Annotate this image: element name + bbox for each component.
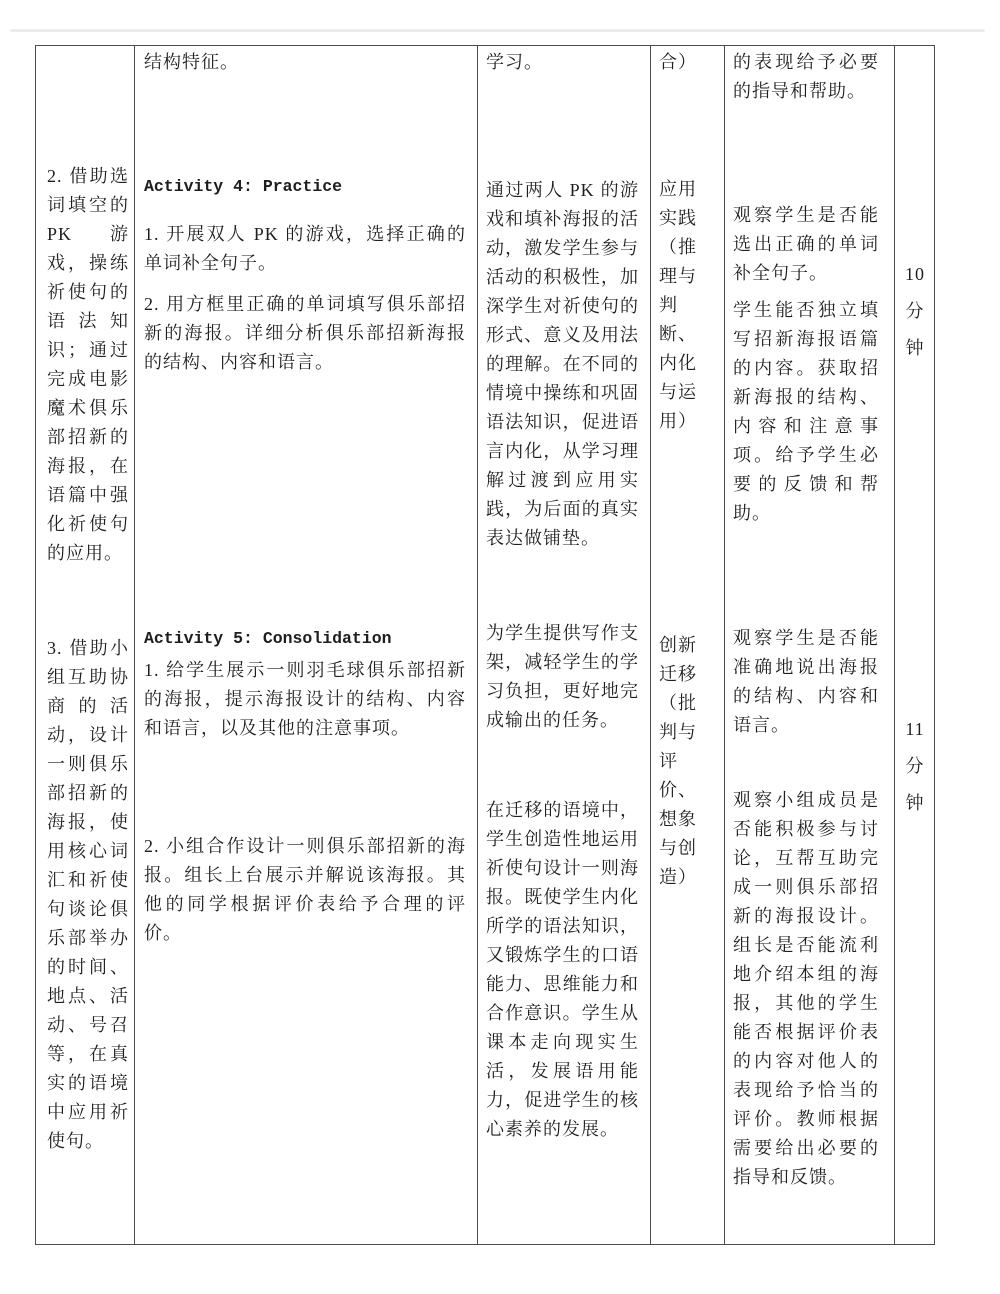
activity-carryover-text: 结构特征。 bbox=[144, 52, 239, 72]
activity5-assessment-1: 观察学生是否能准确地说出海报的结构、内容和语言。 bbox=[733, 628, 879, 735]
objective-activity4: 2. 借助选词填空的PK 游戏，操练祈使句的语法知识；通过完成电影魔术俱乐部招新的海报，在语篇中强化祈使句的应用。 bbox=[47, 166, 129, 563]
activity4-title: Activity 4: Practice bbox=[144, 177, 343, 196]
column-activities bbox=[134, 46, 478, 1244]
activity5-intent-1: 为学生提供写作支架，减轻学生的学习负担，更好地完成输出的任务。 bbox=[486, 623, 639, 730]
assessment-carryover-text: 的表现给予必要的指导和帮助。 bbox=[733, 52, 879, 101]
activity4-step-1: 1. 开展双人 PK 的游戏，选择正确的单词补全句子。 bbox=[144, 224, 466, 273]
column-assessment bbox=[724, 46, 895, 1244]
activity4-step-2: 2. 用方框里正确的单词填写俱乐部招新的海报。详细分析俱乐部招新海报的结构、内容和语言。 bbox=[144, 294, 466, 372]
activity4-competency: 应用实践（推理与判断、内化与运用） bbox=[659, 179, 697, 431]
lesson-plan-table bbox=[35, 45, 935, 1245]
activity5-title: Activity 5: Consolidation bbox=[144, 629, 392, 648]
activity4-intent: 通过两人 PK 的游戏和填补海报的活动，激发学生参与活动的积极性，加深学生对祈使句的形式、意义及用法的理解。在不同的情境中操练和巩固语法知识，促进语言内化，从学习理解过渡到应用实践，为后面的真实表达做铺垫。 bbox=[486, 180, 639, 548]
activity5-assessment-2: 观察小组成员是否能积极参与讨论，互帮互助完成一则俱乐部招新的海报设计。组长是否能流利地介绍本组的海报，其他的学生能否根据评价表的内容对他人的表现给予恰当的评价。教师根据需要给出必要的指导和反馈。 bbox=[733, 790, 879, 1187]
activity5-competency: 创新迁移（批判与评价、想象与创造） bbox=[659, 635, 697, 887]
intent-carryover-text: 学习。 bbox=[486, 52, 543, 72]
column-time bbox=[894, 46, 934, 1244]
scan-artifact-line bbox=[10, 29, 985, 32]
column-competency bbox=[650, 46, 725, 1244]
competency-carryover-text: 合） bbox=[659, 52, 697, 72]
activity4-time: 10分钟 bbox=[905, 264, 925, 358]
activity4-assessment-1: 观察学生是否能选出正确的单词补全句子。 bbox=[733, 205, 879, 283]
column-objectives bbox=[36, 46, 135, 1244]
column-design-intent bbox=[477, 46, 651, 1244]
activity5-time: 11分钟 bbox=[905, 719, 925, 813]
activity5-step-2: 2. 小组合作设计一则俱乐部招新的海报。组长上台展示并解说该海报。其他的同学根据评价表给予合理的评价。 bbox=[144, 836, 466, 943]
activity5-step-1: 1. 给学生展示一则羽毛球俱乐部招新的海报，提示海报设计的结构、内容和语言，以及其他的注意事项。 bbox=[144, 660, 466, 738]
activity5-intent-2: 在迁移的语境中，学生创造性地运用祈使句设计一则海报。既使学生内化所学的语法知识，又锻炼学生的口语能力、思维能力和合作意识。学生从课本走向现实生活，发展语用能力，促进学生的核心素养的发展。 bbox=[486, 800, 639, 1139]
activity4-assessment-2: 学生能否独立填写招新海报语篇的内容。获取招新海报的结构、内容和注意事项。给予学生必要的反馈和帮助。 bbox=[733, 300, 879, 523]
objective-activity5: 3. 借助小组互助协商的活动，设计一则俱乐部招新的海报，使用核心词汇和祈使句谈论俱乐部举办的时间、地点、活动、号召等，在真实的语境中应用祈使句。 bbox=[47, 638, 129, 1151]
